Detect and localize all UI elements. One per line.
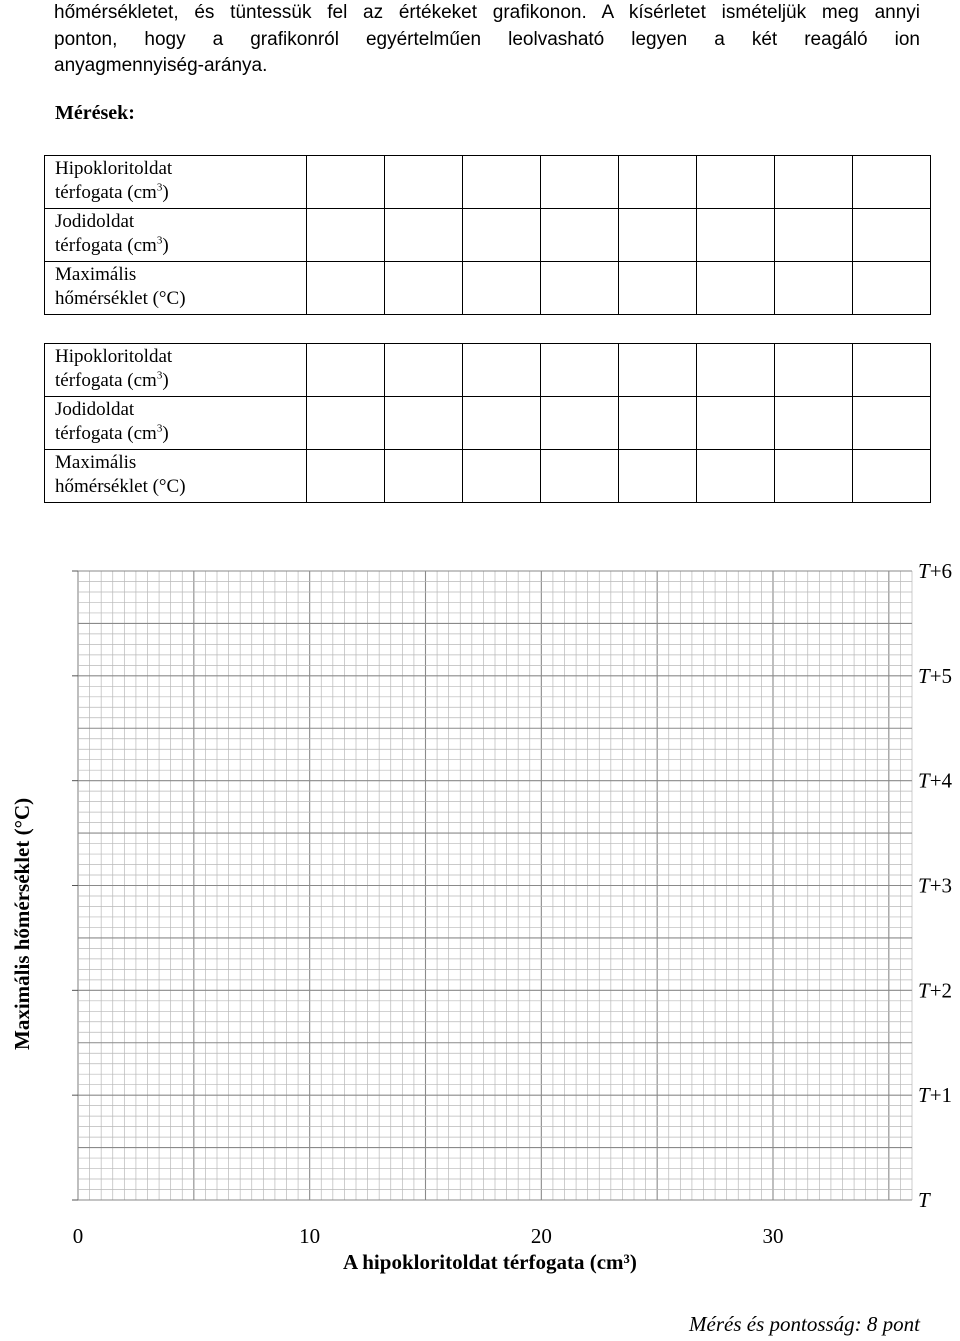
entry-cell[interactable] [853,262,931,315]
entry-cell[interactable] [619,156,697,209]
row-label-line-1: Hipokloritoldat [55,158,173,179]
entry-cell[interactable] [619,344,697,397]
entry-cell[interactable] [697,450,775,503]
row-label-line-1: Maximális [55,452,137,473]
row-label-line-1: Hipokloritoldat [55,346,173,367]
row-label [45,344,307,397]
measurements-table-1 [44,155,931,315]
y-tick-label: T [918,1188,930,1212]
row-label-text: térfogata (cm [55,423,157,444]
row-label-line-2 [55,475,306,499]
intro-line-1: hőmérsékletet, és tüntessük fel az értékeket grafikonon. A kísérletet ismételjük meg annyi [54,2,920,23]
y-tick-label: T+1 [918,1083,953,1108]
entry-cell[interactable] [775,262,853,315]
y-tick-label: T+3 [918,873,953,898]
entry-cell[interactable] [775,397,853,450]
x-tick-label: 20 [530,1224,552,1248]
entry-cell[interactable] [385,397,463,450]
entry-cell[interactable] [541,156,619,209]
entry-cell[interactable] [463,450,541,503]
measurements-table-2 [44,343,931,503]
row-label [45,450,307,503]
graph-area [0,560,960,1290]
table-body [45,156,931,315]
row-label-line-2 [55,234,306,258]
entry-cell[interactable] [385,262,463,315]
y-tick-label: T+4 [918,768,953,793]
entry-cell[interactable] [385,209,463,262]
row-label-line-2 [55,422,306,446]
entry-cell[interactable] [619,397,697,450]
row-label-tail: ) [162,182,169,203]
entry-cell[interactable] [463,156,541,209]
table-row [45,262,931,315]
table-row [45,397,931,450]
unit-superscript: 3 [156,422,163,435]
row-label-line-2 [55,181,306,205]
entry-cell[interactable] [463,397,541,450]
row-label [45,156,307,209]
entry-cell[interactable] [307,209,385,262]
measurements-title: Mérések: [55,102,135,124]
entry-cell[interactable] [775,450,853,503]
x-axis-label: A hipokloritoldat térfogata (cm³) [343,1250,637,1274]
score-footer: Mérés és pontosság: 8 pont [689,1312,920,1336]
row-label-tail: ) [162,423,169,444]
entry-cell[interactable] [619,262,697,315]
entry-cell[interactable] [697,344,775,397]
row-label-text: térfogata (cm [55,370,157,391]
entry-cell[interactable] [853,397,931,450]
row-label-line-1: Jodidoldat [55,211,135,232]
entry-cell[interactable] [619,450,697,503]
row-label-tail: ) [162,370,169,391]
x-tick-label: 0 [72,1224,84,1248]
entry-cell[interactable] [307,450,385,503]
entry-cell[interactable] [775,156,853,209]
table-row [45,344,931,397]
entry-cell[interactable] [775,209,853,262]
x-tick-label: 30 [762,1224,784,1248]
entry-cell[interactable] [541,262,619,315]
entry-cell[interactable] [541,397,619,450]
table-row [45,156,931,209]
intro-paragraph [54,0,920,80]
y-tick-label: T+2 [918,978,953,1003]
entry-cell[interactable] [541,209,619,262]
row-label-text: hőmérséklet (°C) [55,476,186,497]
entry-cell[interactable] [619,209,697,262]
entry-cell[interactable] [463,262,541,315]
entry-cell[interactable] [307,262,385,315]
entry-cell[interactable] [307,397,385,450]
entry-cell[interactable] [541,344,619,397]
unit-superscript: 3 [156,234,163,247]
row-label-text: hőmérséklet (°C) [55,288,186,309]
y-axis-label: Maximális hőmérséklet (°C) [10,797,34,1050]
entry-cell[interactable] [853,156,931,209]
entry-cell[interactable] [385,344,463,397]
entry-cell[interactable] [307,344,385,397]
entry-cell[interactable] [385,450,463,503]
row-label [45,262,307,315]
entry-cell[interactable] [463,209,541,262]
graph-paper-chart [0,560,960,1290]
entry-cell[interactable] [463,344,541,397]
entry-cell[interactable] [697,262,775,315]
intro-line-3: anyagmennyiség-aránya. [54,55,268,76]
entry-cell[interactable] [853,450,931,503]
y-tick-label: T+5 [918,663,953,688]
entry-cell[interactable] [697,209,775,262]
unit-superscript: 3 [156,181,163,194]
row-label [45,397,307,450]
x-tick-label: 10 [299,1224,321,1248]
entry-cell[interactable] [775,344,853,397]
entry-cell[interactable] [385,156,463,209]
row-label-line-2 [55,369,306,393]
y-tick-label: T+6 [918,560,953,583]
unit-superscript: 3 [156,369,163,382]
entry-cell[interactable] [853,344,931,397]
entry-cell[interactable] [697,156,775,209]
entry-cell[interactable] [307,156,385,209]
entry-cell[interactable] [697,397,775,450]
intro-line-2: ponton, hogy a grafikonról egyértelműen leolvasható legyen a két reagáló ion [54,28,920,50]
row-label [45,209,307,262]
row-label-text: térfogata (cm [55,182,157,203]
row-label-line-2 [55,287,306,311]
entry-cell[interactable] [541,450,619,503]
row-label-line-1: Jodidoldat [55,399,135,420]
row-label-line-1: Maximális [55,264,137,285]
table-row [45,450,931,503]
table-body [45,344,931,503]
row-label-tail: ) [162,235,169,256]
row-label-text: térfogata (cm [55,235,157,256]
entry-cell[interactable] [853,209,931,262]
table-row [45,209,931,262]
